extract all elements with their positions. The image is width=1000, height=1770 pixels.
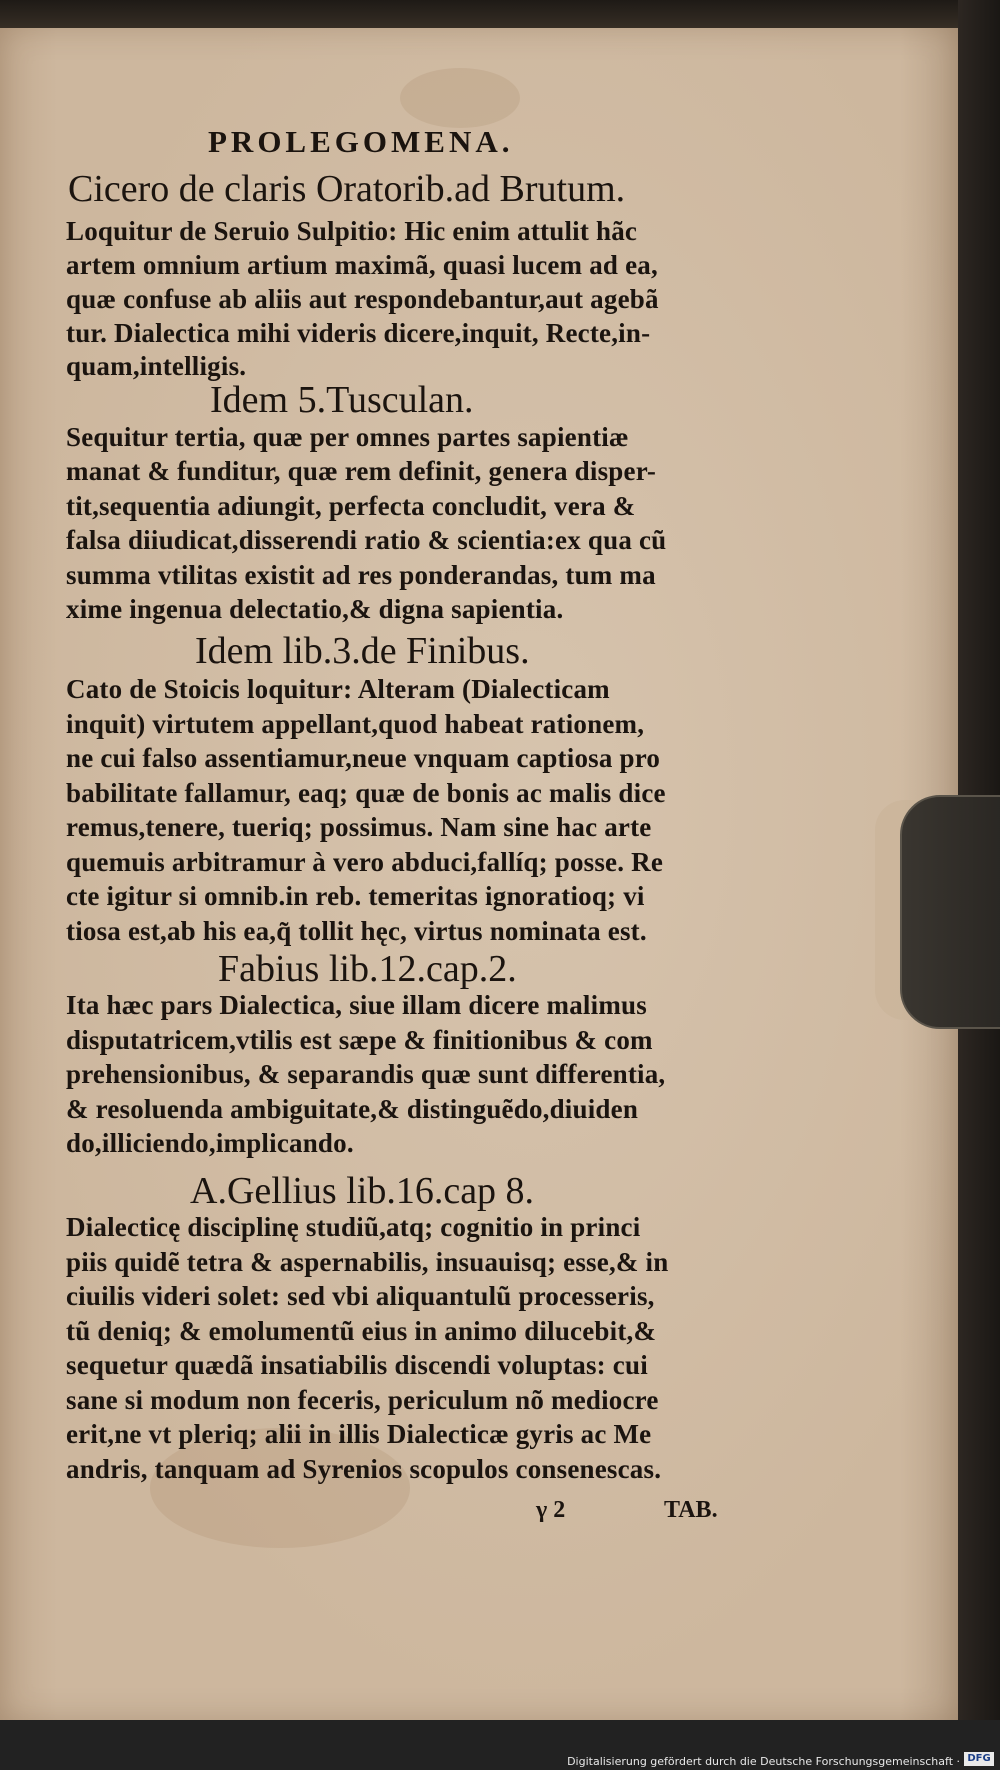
- text-line: summa vtilitas existit ad res ponderandas, tum ma: [66, 560, 656, 590]
- text-line: Cato de Stoicis loquitur: Alteram (Dialecticam: [66, 674, 610, 704]
- text-line: tũ deniq; & emolumentũ eius in animo dilucebit,&: [66, 1316, 657, 1346]
- text-line: quam,intelligis.: [66, 351, 247, 381]
- text-line: sane si modum non feceris, periculum nõ mediocre: [66, 1385, 659, 1415]
- text-line: sequetur quædã insatiabilis discendi voluptas: cui: [66, 1350, 648, 1380]
- section-heading: Fabius lib.12.cap.2.: [218, 948, 517, 990]
- section-heading: Idem lib.3.de Finibus.: [195, 630, 530, 672]
- text-line: xime ingenua delectatio,& digna sapientia.: [66, 594, 564, 624]
- text-line: & resoluenda ambiguitate,& distinguẽdo,diuiden: [66, 1094, 639, 1124]
- text-line: erit,ne vt pleriq; alii in illis Dialecticæ gyris ac Me: [66, 1419, 652, 1449]
- text-line: Loquitur de Seruio Sulpitio: Hic enim attulit hãc: [66, 216, 638, 246]
- text-line: tit,sequentia adiungit, perfecta concludit, vera &: [66, 491, 636, 521]
- book-clasp: [900, 795, 1000, 1029]
- text-line: tiosa est,ab his ea,q̃ tollit hęc, virtus nominata est.: [66, 916, 647, 946]
- text-line: andris, tanquam ad Syrenios scopulos consenescas.: [66, 1454, 662, 1484]
- text-line: ciuilis videri solet: sed vbi aliquantulũ processeris,: [66, 1281, 655, 1311]
- catchword: TAB.: [664, 1497, 718, 1523]
- text-line: falsa diiudicat,disserendi ratio & scientia:ex qua cũ: [66, 525, 667, 555]
- text-line: Ita hæc pars Dialectica, siue illam dicere malimus: [66, 990, 647, 1020]
- text-line: inquit) virtutem appellant,quod habeat rationem,: [66, 709, 645, 739]
- signature-mark: γ 2: [536, 1497, 566, 1523]
- section-heading: Idem 5.Tusculan.: [210, 379, 474, 421]
- text-line: quæ confuse ab aliis aut respondebantur,aut agebã: [66, 284, 659, 314]
- text-line: disputatricem,vtilis est sæpe & finitionibus & com: [66, 1025, 653, 1055]
- text-line: do,illiciendo,implicando.: [66, 1128, 354, 1158]
- paper-stain: [400, 68, 520, 128]
- text-line: babilitate fallamur, eaq; quæ de bonis ac malis dice: [66, 778, 666, 808]
- text-line: Sequitur tertia, quæ per omnes partes sapientiæ: [66, 422, 629, 452]
- text-line: cte igitur si omnib.in reb. temeritas ignoratioq; vi: [66, 881, 645, 911]
- text-line: remus,tenere, tueriq; possimus. Nam sine hac arte: [66, 812, 652, 842]
- text-line: prehensionibus, & separandis quæ sunt differentia,: [66, 1059, 666, 1089]
- text-line: Dialecticę disciplinę studiũ,atq; cognitio in princi: [66, 1212, 641, 1242]
- digitization-credit: Digitalisierung gefördert durch die Deutsche Forschungsgemeinschaft ·: [567, 1755, 960, 1768]
- dfg-logo: DFG: [964, 1752, 994, 1766]
- text-line: artem omnium artium maximã, quasi lucem ad ea,: [66, 250, 658, 280]
- text-line: piis quidẽ tetra & aspernabilis, insuauisq; esse,& in: [66, 1247, 669, 1277]
- section-heading: Cicero de claris Oratorib.ad Brutum.: [68, 168, 626, 210]
- running-head: PROLEGOMENA.: [208, 124, 514, 159]
- text-line: quemuis arbitramur à vero abduci,fallíq; posse. Re: [66, 847, 664, 877]
- section-heading: A.Gellius lib.16.cap 8.: [190, 1170, 535, 1212]
- text-line: manat & funditur, quæ rem definit, genera disper-: [66, 456, 657, 486]
- text-line: ne cui falso assentiamur,neue vnquam captiosa pro: [66, 743, 661, 773]
- text-line: tur. Dialectica mihi videris dicere,inquit, Recte,in-: [66, 318, 651, 348]
